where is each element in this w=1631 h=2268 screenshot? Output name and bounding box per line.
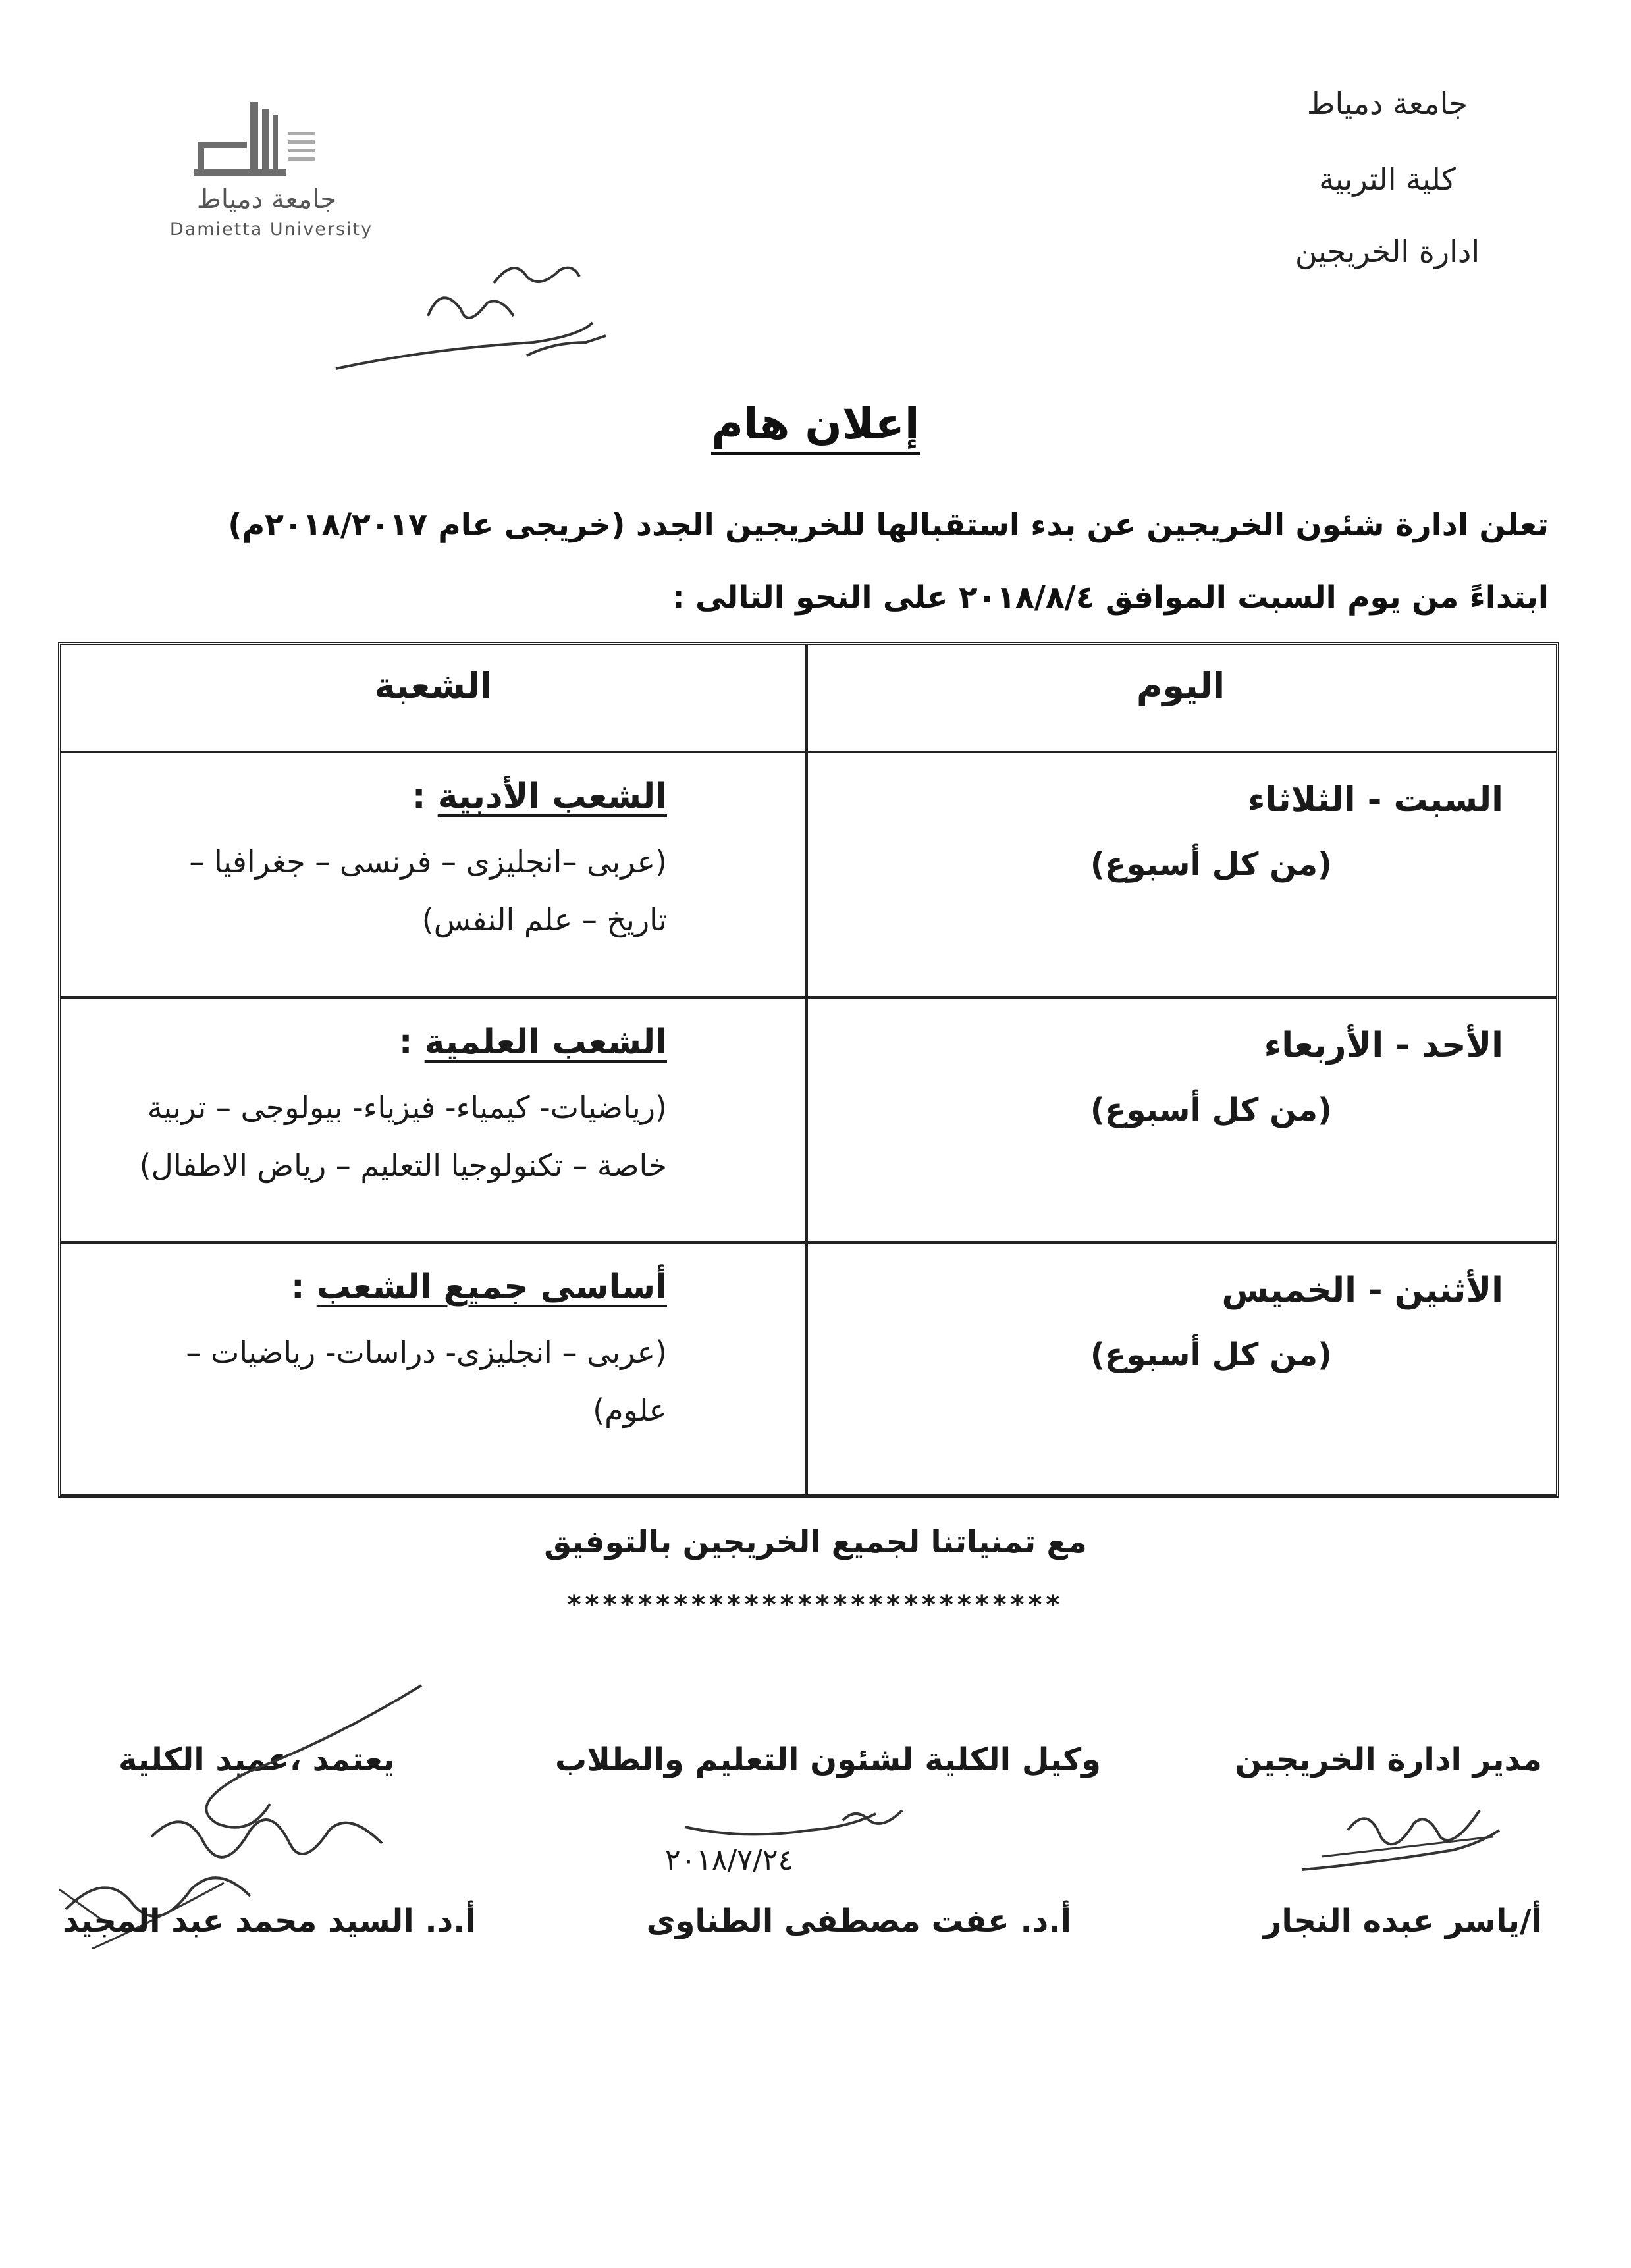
university-logo (132, 95, 408, 247)
director-role: مدير ادارة الخريجين (1235, 1741, 1542, 1778)
header-day: اليوم (1136, 665, 1225, 706)
table-row-divider (61, 1241, 1556, 1244)
row-branch-list: (رياضيات- كيمياء- فيزياء- بيولوجى – تربية خاصة – تكنولوجيا التعليم – رياض الاطفال) (139, 1090, 667, 1183)
row-branch-title: الشعب العلمية : (398, 1022, 667, 1062)
director-signature-icon (1295, 1791, 1512, 1889)
row-week: (من كل أسبوع) (1090, 846, 1332, 883)
handwritten-annotation-icon (329, 244, 612, 382)
intro-line-2: ابتداءً من يوم السبت الموافق ٢٠١٨/٨/٤ على النحو التالى : (672, 579, 1549, 616)
table-column-divider (805, 645, 808, 1494)
logo-arabic-text: جامعة دمياط (196, 184, 337, 215)
closing-wishes: مع تمنياتنا لجميع الخريجين بالتوفيق (544, 1524, 1087, 1560)
row-week: (من كل أسبوع) (1090, 1092, 1332, 1128)
vice-dean-signature-date: ٢٠١٨/٧/٢٤ (665, 1843, 794, 1877)
university-name: جامعة دمياط (1306, 86, 1468, 121)
table-header-divider (61, 751, 1556, 753)
dean-role: يعتمد ،عميد الكلية (119, 1741, 395, 1778)
logo-english-text: Damietta University (169, 219, 373, 240)
dean-name: أ.د. السيد محمد عبد المجيد (63, 1903, 476, 1939)
vice-dean-role: وكيل الكلية لشئون التعليم والطلاب (555, 1741, 1101, 1778)
row-branch-title: الشعب الأدبية : (412, 777, 667, 816)
schedule-table (58, 642, 1559, 1498)
table-row-divider (61, 996, 1556, 999)
intro-line-1: تعلن ادارة شئون الخريجين عن بدء استقبالها للخريجين الجدد (خريجى عام ٢٠١٨/٢٠١٧م) (228, 507, 1549, 543)
row-branch-list: (عربى –انجليزى – فرنسى – جغرافيا – تاريخ – علم النفس) (189, 844, 667, 937)
vice-dean-name: أ.د. عفت مصطفى الطناوى (646, 1903, 1071, 1939)
header-branch: الشعبة (374, 665, 493, 706)
faculty-name: كلية التربية (1319, 161, 1456, 197)
separator-stars: **************************** (567, 1590, 1064, 1620)
announcement-title: إعلان هام (0, 398, 1631, 449)
row-week: (من كل أسبوع) (1090, 1336, 1332, 1373)
row-branch-list: (عربى – انجليزى- دراسات- رياضيات – علوم) (186, 1334, 667, 1428)
row-day: السبت - الثلاثاء (1247, 780, 1503, 820)
row-day: الأثنين - الخميس (1221, 1271, 1503, 1310)
director-name: أ/ياسر عبده النجار (1263, 1903, 1542, 1939)
row-branch-title: أساسى جميع الشعب : (290, 1267, 667, 1307)
row-day: الأحد - الأربعاء (1264, 1026, 1503, 1065)
department-name: ادارة الخريجين (1295, 234, 1480, 269)
